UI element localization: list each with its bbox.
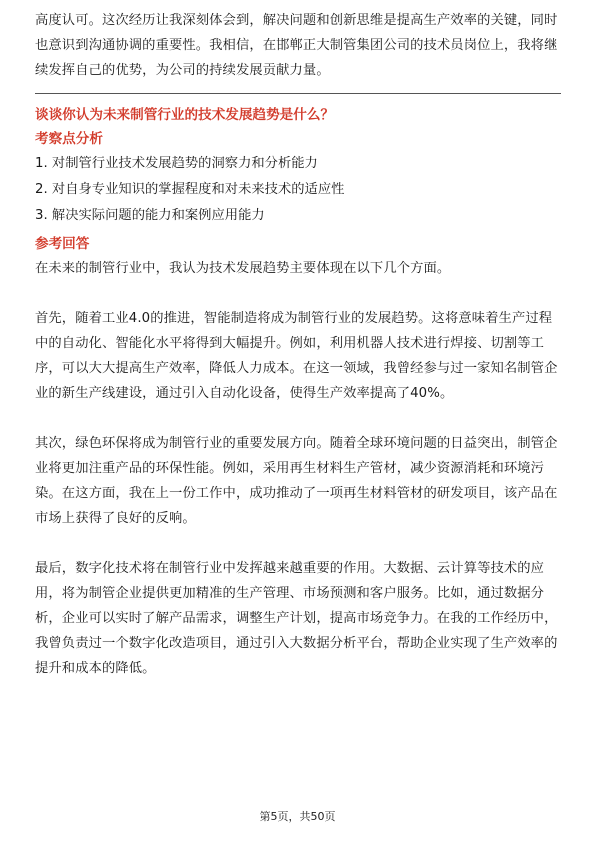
paragraph-gap — [35, 531, 561, 556]
question-title: 谈谈你认为未来制管行业的技术发展趋势是什么？ — [35, 107, 335, 123]
analysis-item-1: 1. 对制管行业技术发展趋势的洞察力和分析能力 — [35, 156, 318, 171]
intro-paragraph: 高度认可。这次经历让我深刻体会到，解决问题和创新思维是提高生产效率的关键，同时也意识到沟通协调的重要性。我相信，在邯郸正大制管集团公司的技术员岗位上，我将继续发挥自己的优势，为公司的持续发展贡献力量。 — [35, 13, 558, 78]
answer-paragraph-intro: 在未来的制管行业中，我认为技术发展趋势主要体现在以下几个方面。 — [35, 261, 451, 276]
answer-paragraph-second: 其次，绿色环保将成为制管行业的重要发展方向。随着全球环境问题的日益突出，制管企业将更加注重产品的环保性能。例如，采用再生材料生产管材，减少资源消耗和环境污染。在这方面，我在上一份工作中，成功推动了一项再生材料管材的研发项目，该产品在市场上获得了良好的反响。 — [35, 436, 558, 526]
analysis-heading: 考察点分析 — [35, 131, 103, 147]
paragraph-gap — [35, 281, 561, 306]
section-divider — [35, 93, 561, 94]
answer-paragraph-first: 首先，随着工业4.0的推进，智能制造将成为制管行业的发展趋势。这将意味着生产过程中的自动化、智能化水平将得到大幅提升。例如，利用机器人技术进行焊接、切割等工序，可以大大提高生产效率，降低人力成本。在这一领域，我曾经参与过一家知名制管企业的新生产线建设，通过引入自动化设备，使得生产效率提高了40%。 — [35, 311, 558, 401]
answer-heading: 参考回答 — [35, 236, 90, 252]
analysis-item-3: 3. 解决实际问题的能力和案例应用能力 — [35, 208, 265, 223]
document-page — [35, 8, 561, 681]
answer-paragraph-last: 最后，数字化技术将在制管行业中发挥越来越重要的作用。大数据、云计算等技术的应用，将为制管企业提供更加精准的生产管理、市场预测和客户服务。比如，通过数据分析，企业可以实时了解产品需求，调整生产计划，提高市场竞争力。在我的工作经历中，我曾负责过一个数字化改造项目，通过引入大数据分析平台，帮助企业实现了生产效率的提升和成本的降低。 — [35, 561, 558, 676]
paragraph-gap — [35, 406, 561, 431]
analysis-item-2: 2. 对自身专业知识的掌握程度和对未来技术的适应性 — [35, 182, 345, 197]
page-number: 第5页，共50页 — [259, 810, 336, 823]
